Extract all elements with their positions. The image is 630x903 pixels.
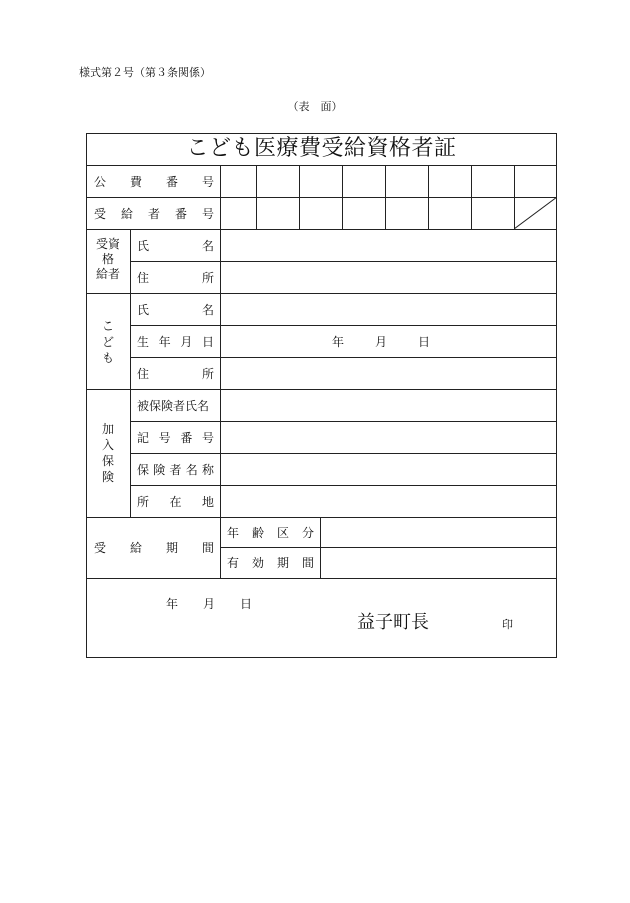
child-section-label: こ ど も [101, 319, 114, 365]
birthdate-value: 年 月 日 [332, 334, 431, 349]
form-number-label: 様式第２号（第３条関係） [79, 66, 211, 79]
insurer-name-label: 保 険 者 名 称 [137, 462, 214, 477]
rule [220, 165, 221, 578]
public-number-label: 公 費 番 号 [94, 174, 214, 189]
recipient-name-label: 氏 名 [137, 238, 214, 253]
rule [471, 165, 472, 229]
rule [256, 165, 257, 229]
rule [130, 229, 131, 517]
rule [86, 578, 557, 579]
certificate-title: こども医療費受給資格者証 [186, 136, 457, 161]
recipient-number-label: 受 給 者 番 号 [94, 206, 214, 221]
recipient-section-label: 受資 格 給者 [95, 237, 120, 281]
mayor-title: 益子町長 [357, 612, 429, 633]
valid-period-label: 有 効 期 間 [227, 556, 314, 570]
insurance-section-label: 加 入 保 険 [101, 422, 114, 484]
child-name-label: 氏 名 [137, 302, 214, 317]
insured-name-label: 被保険者氏名 [137, 398, 210, 413]
side-label: （表 面） [287, 100, 343, 113]
diagonal-strike [514, 197, 557, 229]
recipient-address-label: 住 所 [137, 270, 214, 285]
rule [299, 165, 300, 229]
child-birthdate-label: 生 年 月 日 [137, 334, 214, 349]
rule [342, 165, 343, 229]
rule [320, 517, 321, 578]
seal-mark: 印 [502, 618, 513, 631]
issue-date: 年 月 日 [166, 597, 252, 611]
location-label: 所 在 地 [137, 494, 214, 509]
rule [385, 165, 386, 229]
rule [428, 165, 429, 229]
benefit-period-label: 受 給 期 間 [94, 541, 214, 555]
child-address-label: 住 所 [137, 366, 214, 381]
age-category-label: 年 齢 区 分 [227, 525, 314, 540]
symbol-number-label: 記 号 番 号 [137, 430, 214, 445]
